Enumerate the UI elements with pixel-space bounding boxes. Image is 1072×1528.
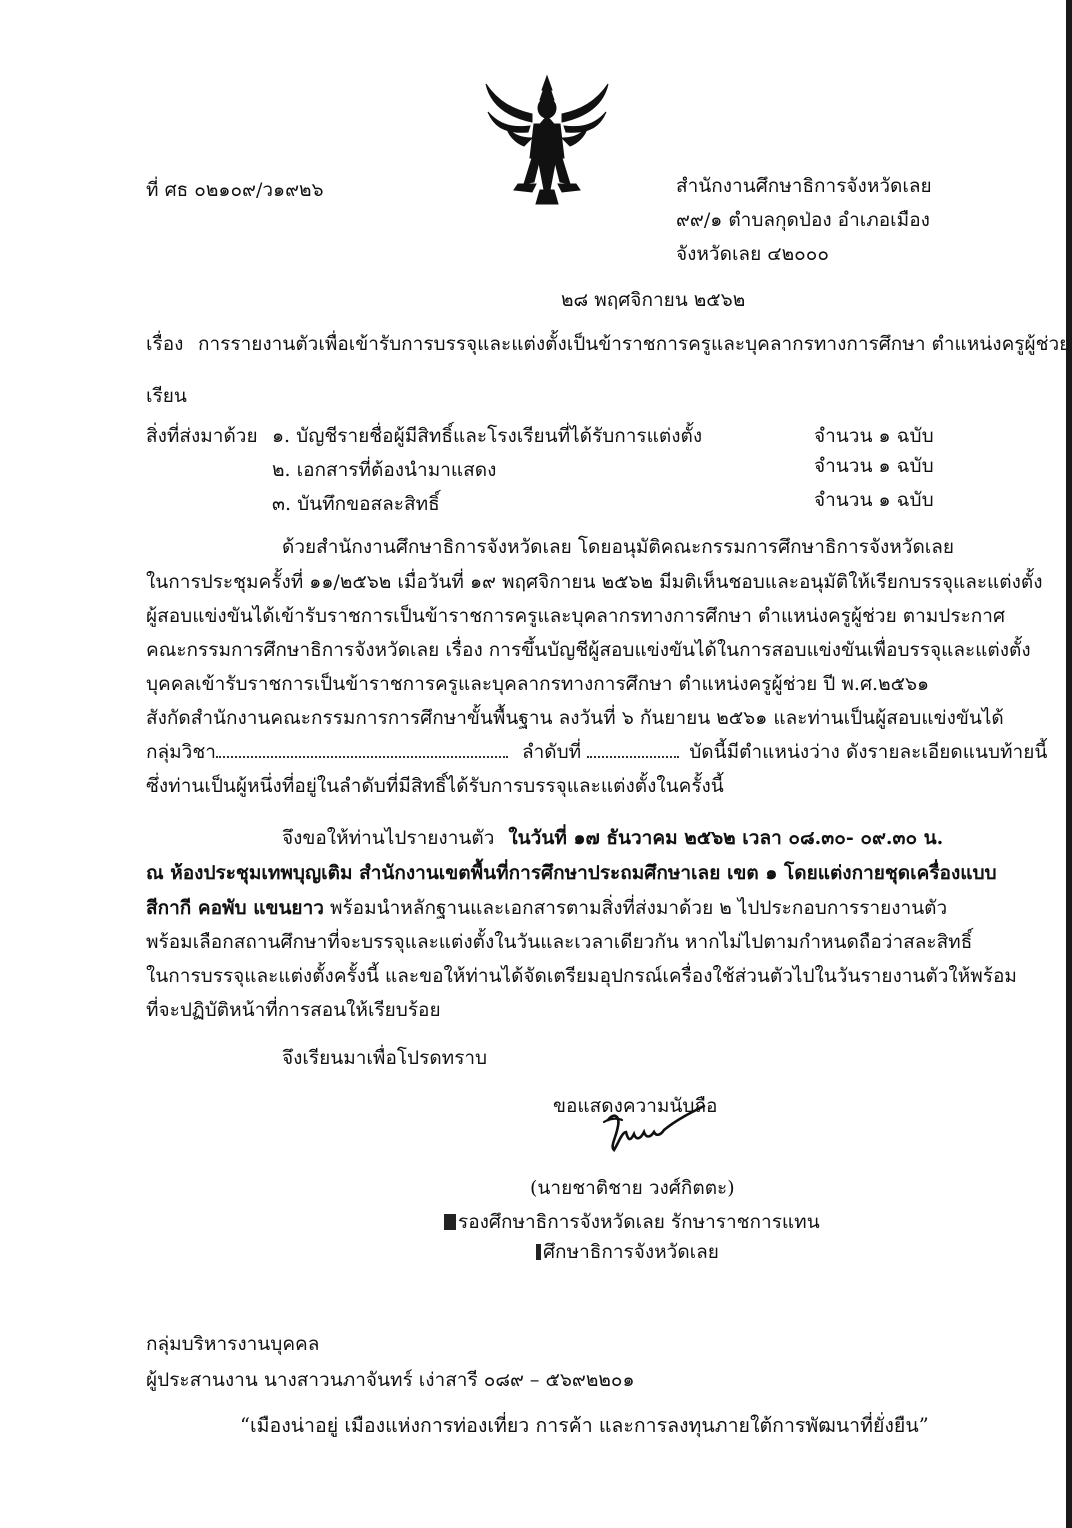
footer-department: กลุ่มบริหารงานบุคคล — [146, 1333, 320, 1355]
body-para2-line4: พร้อมเลือกสถานศึกษาที่จะบรรจุและแต่งตั้งในวันและเวลาเดียวกัน หากไม่ไปตามกำหนดถือว่าสละสิทธิ์ — [146, 931, 973, 953]
subject-group-line — [146, 740, 1047, 764]
report-instruction: จึงขอให้ท่านไปรายงานตัว — [282, 827, 495, 849]
office-name: สำนักงานศึกษาธิการจังหวัดเลย — [676, 175, 932, 197]
office-address-line1: ๙๙/๑ ตำบลกุดป่อง อำเภอเมือง — [676, 209, 930, 231]
letter-date: ๒๘ พฤศจิกายน ๒๕๖๒ — [561, 289, 746, 311]
signer-position-1: รองศึกษาธิการจังหวัดเลย รักษาราชการแทน — [458, 1211, 820, 1233]
rank-label: ลำดับที่ — [521, 741, 582, 763]
handwritten-signature — [600, 1098, 710, 1158]
body-para1-line4: คณะกรรมการศึกษาธิการจังหวัดเลย เรื่อง การขึ้นบัญชีผู้สอบแข่งขันได้ในการสอบแข่งขันเพื่อบรรจุและแต่งตั้ง — [146, 639, 1031, 661]
body-para2-line1 — [282, 826, 943, 850]
stamp-mark — [444, 1214, 456, 1230]
stamp-mark-2 — [536, 1244, 541, 1260]
closing-inform: จึงเรียนมาเพื่อโปรดทราบ — [282, 1047, 488, 1069]
reference-number: ที่ ศธ ๐๒๑๐๙/ว๑๙๒๖ — [146, 179, 324, 201]
rank-blank — [587, 742, 679, 758]
body-para1-line5: บุคคลเข้ารับราชการเป็นข้าราชการครูและบุคลากรทางการศึกษา ตำแหน่งครูผู้ช่วย ปี พ.ศ.๒๕๖๑ — [146, 673, 930, 695]
body-para1-line3: ผู้สอบแข่งขันได้เข้ารับราชการเป็นข้าราชการครูและบุคลากรทางการศึกษา ตำแหน่งครูผู้ช่วย ตามประกาศ — [146, 605, 1006, 627]
enclosure-qty-1: จำนวน ๑ ฉบับ — [814, 425, 934, 447]
enclosure-item-3: ๓. บันทึกขอสละสิทธิ์ — [272, 493, 440, 515]
scan-edge — [1066, 0, 1072, 1528]
vacancy-text: บัดนี้มีตำแหน่งว่าง ดังรายละเอียดแนบท้ายนี้ — [689, 741, 1048, 763]
salutation-label: เรียน — [146, 385, 187, 407]
enclosure-qty-2: จำนวน ๑ ฉบับ — [814, 455, 934, 477]
enclosures-label: สิ่งที่ส่งมาด้วย — [146, 425, 258, 447]
subject-label: เรื่อง — [146, 333, 184, 355]
body-para1-line1: ด้วยสำนักงานศึกษาธิการจังหวัดเลย โดยอนุมัติคณะกรรมการศึกษาธิการจังหวัดเลย — [282, 536, 955, 558]
subject-text: การรายงานตัวเพื่อเข้ารับการบรรจุและแต่งตั้งเป็นข้าราชการครูและบุคลากรทางการศึกษา ตำแหน่งครูผู้ช่วย — [198, 333, 1071, 355]
dress-code: สีกากี คอพับ แขนยาว — [146, 897, 324, 919]
documents-instruction: พร้อมนำหลักฐานและเอกสารตามสิ่งที่ส่งมาด้วย ๒ ไปประกอบการรายงานตัว — [329, 897, 948, 919]
signer-position-line2 — [536, 1240, 719, 1264]
enclosure-item-1: ๑. บัญชีรายชื่อผู้มีสิทธิ์และโรงเรียนที่ได้รับการแต่งตั้ง — [272, 425, 703, 447]
footer-slogan: “เมืองน่าอยู่ เมืองแห่งการท่องเที่ยว การค้า และการลงทุนภายใต้การพัฒนาที่ยั่งยืน” — [240, 1414, 929, 1437]
body-para2-line6: ที่จะปฏิบัติหน้าที่การสอนให้เรียบร้อย — [146, 999, 441, 1021]
signer-name: (นายชาติชาย วงศ์กิตตะ) — [530, 1177, 735, 1199]
subject-group-blank — [216, 742, 508, 758]
body-para1-line6: สังกัดสำนักงานคณะกรรมการการศึกษาขั้นพื้นฐาน ลงวันที่ ๖ กันยายน ๒๕๖๑ และท่านเป็นผู้สอบแข่งขันได้ — [146, 707, 1004, 729]
footer-coordinator: ผู้ประสานงาน นางสาวนภาจันทร์ เง่าสารี ๐๘๙ – ๕๖๙๒๒๐๑ — [146, 1369, 635, 1391]
report-datetime: ในวันที่ ๑๗ ธันวาคม ๒๕๖๒ เวลา ๐๘.๓๐- ๐๙.๓๐ น. — [508, 827, 944, 849]
signer-position-line1 — [444, 1210, 820, 1234]
body-para2-line3 — [146, 896, 947, 920]
closing-regards: ขอแสดงความนับถือ — [553, 1095, 718, 1117]
enclosure-qty-3: จำนวน ๑ ฉบับ — [814, 489, 934, 511]
garuda-emblem-icon — [484, 72, 610, 212]
signer-position-2: ศึกษาธิการจังหวัดเลย — [543, 1241, 719, 1263]
report-venue: ณ ห้องประชุมเทพบุญเติม สำนักงานเขตพื้นที่การศึกษาประถมศึกษาเลย เขต ๑ โดยแต่งกายชุดเครื่องแบบ — [146, 862, 997, 884]
body-para1-last-line: ซึ่งท่านเป็นผู้หนึ่งที่อยู่ในลำดับที่มีสิทธิ์ได้รับการบรรจุและแต่งตั้งในครั้งนี้ — [146, 775, 724, 797]
office-address-line2: จังหวัดเลย ๔๒๐๐๐ — [676, 243, 829, 265]
body-para1-line2: ในการประชุมครั้งที่ ๑๑/๒๕๖๒ เมื่อวันที่ ๑๙ พฤศจิกายน ๒๕๖๒ มีมติเห็นชอบและอนุมัติให้เรียกบรรจุและแต่งตั้ง — [146, 571, 1043, 593]
subject-group-label: กลุ่มวิชา — [146, 741, 216, 763]
body-para2-line5: ในการบรรจุและแต่งตั้งครั้งนี้ และขอให้ท่านได้จัดเตรียมอุปกรณ์เครื่องใช้ส่วนตัวไปในวันรายงานตัวให้พร้อม — [146, 965, 1017, 987]
enclosure-item-2: ๒. เอกสารที่ต้องนำมาแสดง — [272, 459, 497, 481]
